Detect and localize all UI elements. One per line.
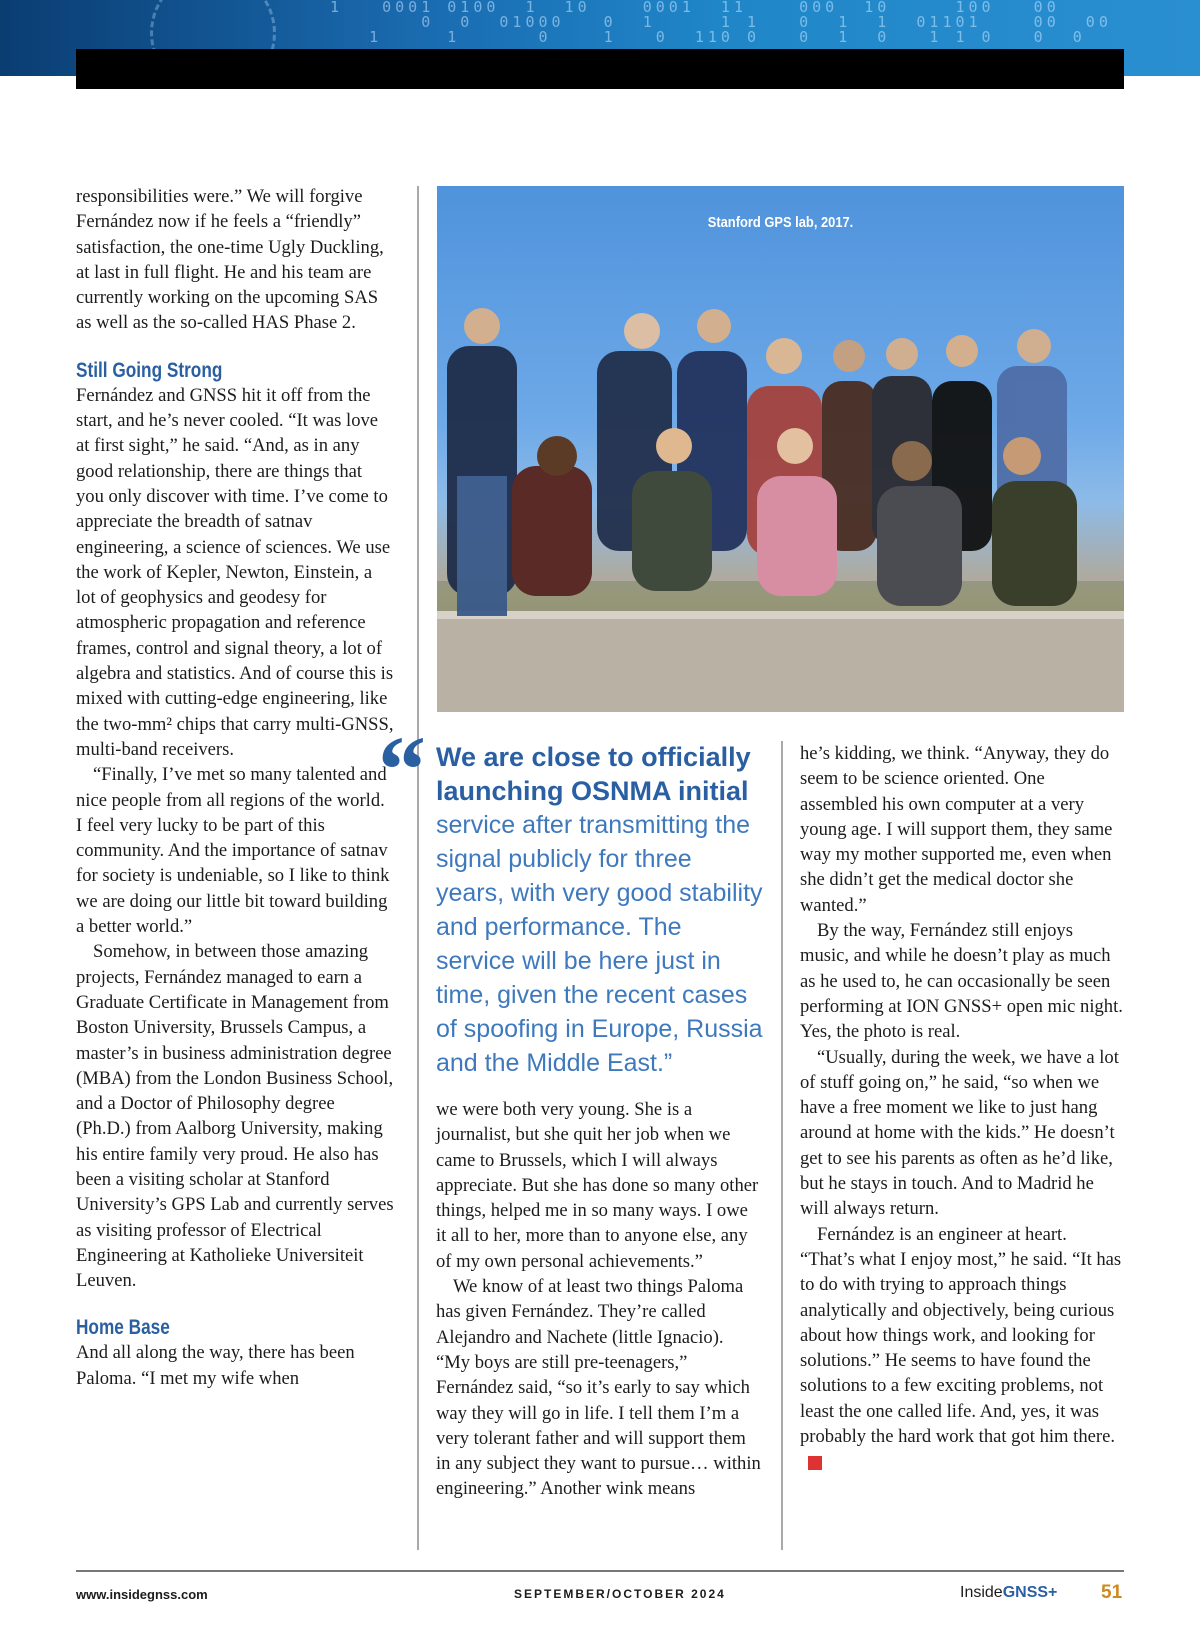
pull-quote-lead: We are close to officially launching OSNMA initial [436,742,751,806]
middle-column [436,1097,761,1502]
pull-quote-body: service after transmitting the signal publicly for three years, with very good stability and performance. The service will be here just in time, given the recent cases of spoofing in Europe, Russia and the Middle East.” [436,811,763,1077]
paragraph: responsibilities were.” We will forgive Fernández now if he feels a “friendly” satisfaction, the one-time Ugly Duckling, at last in full flight. He and his team are currently working on the upcoming SAS as well as the so-called HAS Phase 2. [76,186,384,334]
paragraph: And all along the way, there has been Paloma. “I met my wife when [76,1342,355,1389]
right-column [800,741,1125,1475]
brand-prefix: Inside [960,1584,1003,1601]
left-column [76,184,394,1391]
column-divider [781,741,783,1550]
column-divider [417,186,419,1550]
footer-issue: SEPTEMBER/OCTOBER 2024 [514,1587,726,1601]
paragraph: Fernández and GNSS hit it off from the start, and he’s never cooled. “It was love at first sight,” he said. “And, as in any good relationship, there are things that you only discover with time. I’ve come to appreciate the breadth of satnav engineering, a science of sciences. We use the work of Kepler, Newton, Einstein, a lot of geophysics and geodesy for atmospheric propagation and reference frames, control and signal theory, a lot of algebra and statistics. And of course this is mixed with cutting-edge engineering, like the two-mm² chips that carry multi-GNSS, multi-band receivers. [76,384,394,760]
footer-brand [960,1584,1057,1602]
paragraph: Somehow, in between those amazing projects, Fernández managed to earn a Graduate Certificate in Management from Boston University, Brussels Campus, a master’s in business administration degree (MBA) from the London Business School, and a Doctor of Philosophy degree (Ph.D.) from Aalborg University, making his entire family very proud. He also has been a visiting scholar at Stanford University’s GPS Lab and currently serves as visiting professor of Electrical Engineering at Katholieke Universiteit Leuven. [76,941,394,1292]
paragraph: We know of at least two things Paloma has given Fernández. They’re called Alejandro and Nachete (little Ignacio). “My boys are still pre-teenagers,” Fernández said, “so it’s early to say which way they will go in life. I tell them I’m a very tolerant father and will support them in any subject they want to pursue… within engineering.” Another wink means [436,1276,761,1500]
footer-website: www.insidegnss.com [76,1587,208,1602]
section-heading: Home Base [76,1316,170,1340]
group-photo-illustration [437,186,1124,712]
header-black-bar [76,49,1124,89]
quote-mark: “ [378,716,426,823]
paragraph [800,1222,1125,1475]
page-number: 51 [1101,1582,1123,1603]
paragraph: “Usually, during the week, we have a lot of stuff going on,” he said, “so when we have a free moment we like to just hang around at home with the kids.” He doesn’t get to see his parents as often as he’d like, but he stays in touch. And to Madrid he will always return. [800,1046,1119,1220]
paragraph-text: Fernández is an engineer at heart. “That’s what I enjoy most,” he said. “It has to do with trying to approach things analytically and objectively, being curious about how things work, and looking for solutions.” He seems to have found the solutions to a few exciting problems, not least the one called life. And, yes, it was probably the hard work that got him there. [800,1223,1122,1448]
footer-rule [76,1570,1124,1572]
banner-binary-pattern: 1 0001 0100 1 10 0001 11 000 10 100 00 0 0 01000 0 1 1 1 0 1 1 01101 00 00 1 1 0 1 0 110 0 0 1 0 1 1 0 0 0 [330,0,1112,46]
paragraph: By the way, Fernández still enjoys music, and while he doesn’t play as much as he used to, he can occasionally be seen performing at ION GNSS+ open mic night. Yes, the photo is real. [800,920,1123,1043]
photo-caption: Stanford GPS lab, 2017. [707,214,854,231]
section-heading: Still Going Strong [76,358,223,382]
end-mark-icon: IG [808,1456,822,1470]
paragraph: he’s kidding, we think. “Anyway, they do seem to be science oriented. One assembled his own computer at a very young age. I will support them, they same way my mother supported me, even when she didn’t get the medical doctor she wanted.” [800,743,1113,916]
paragraph: we were both very young. She is a journalist, but she quit her job when we came to Brussels, which I will always appreciate. But she has done so many other things, helped me in so many ways. I owe it all to her, more than to anyone else, any of my own personal achievements.” [436,1099,759,1272]
paragraph: “Finally, I’ve met so many talented and nice people from all regions of the world. I feel very lucky to be part of this community. And the importance of satnav for society is undeniable, so I like to think we are doing our little bit toward building a better world.” [76,764,390,938]
pull-quote [436,740,766,1080]
brand-suffix: GNSS+ [1002,1584,1058,1601]
group-photo [437,186,1124,712]
